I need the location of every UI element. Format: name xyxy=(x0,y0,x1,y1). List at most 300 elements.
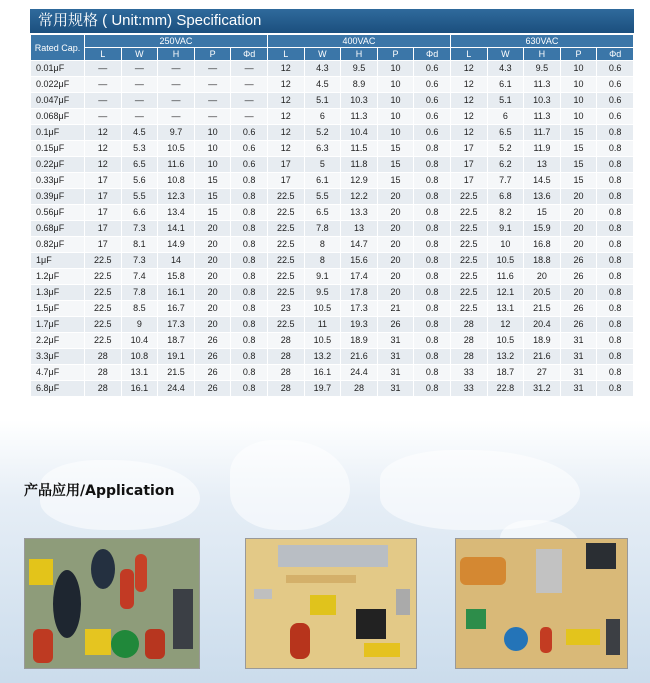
capacitance-cell: 0.047μF xyxy=(31,93,85,109)
dimension-cell: 13.2 xyxy=(487,349,524,365)
dimension-cell: 0.8 xyxy=(597,381,634,397)
dimension-cell: 12.2 xyxy=(341,189,378,205)
dimension-cell: 0.8 xyxy=(597,301,634,317)
dimension-cell: 12 xyxy=(267,93,304,109)
dimension-cell: 5.5 xyxy=(121,189,158,205)
dimension-cell: 7.3 xyxy=(121,221,158,237)
dimension-cell: 18.7 xyxy=(487,365,524,381)
capacitance-cell: 1.2μF xyxy=(31,269,85,285)
dimension-cell: 22.5 xyxy=(450,189,487,205)
dimension-cell: — xyxy=(121,77,158,93)
dimension-cell: 11.6 xyxy=(158,157,195,173)
table-row xyxy=(31,269,634,285)
dimension-cell: 0.6 xyxy=(414,109,451,125)
dimension-cell: 12.1 xyxy=(487,285,524,301)
dimension-cell: 0.6 xyxy=(414,61,451,77)
dimension-cell: 15 xyxy=(560,157,597,173)
dimension-cell: 14 xyxy=(158,253,195,269)
dimension-cell: 0.8 xyxy=(231,189,268,205)
group-header-250: 250VAC xyxy=(85,35,268,48)
dimension-cell: 4.3 xyxy=(487,61,524,77)
dimension-cell: 14.5 xyxy=(524,173,561,189)
dimension-cell: 20 xyxy=(377,237,414,253)
dimension-cell: 12 xyxy=(267,77,304,93)
dimension-cell: 22.5 xyxy=(85,333,122,349)
dimension-cell: 31 xyxy=(377,333,414,349)
dimension-cell: 0.8 xyxy=(414,349,451,365)
dimension-cell: 19.3 xyxy=(341,317,378,333)
dimension-cell: 8.1 xyxy=(121,237,158,253)
dimension-cell: — xyxy=(85,93,122,109)
dimension-cell: 10.5 xyxy=(158,141,195,157)
dimension-cell: 13.2 xyxy=(304,349,341,365)
dimension-cell: 6.5 xyxy=(304,205,341,221)
dimension-cell: 14.9 xyxy=(158,237,195,253)
capacitance-cell: 0.15μF xyxy=(31,141,85,157)
dimension-cell: 10.8 xyxy=(121,349,158,365)
dimension-cell: 11.9 xyxy=(524,141,561,157)
dimension-cell: 12 xyxy=(85,157,122,173)
dimension-cell: 15 xyxy=(377,173,414,189)
dimension-cell: 20 xyxy=(377,221,414,237)
dimension-cell: 9.5 xyxy=(304,285,341,301)
dimension-cell: 6 xyxy=(487,109,524,125)
dimension-cell: 24.4 xyxy=(341,365,378,381)
dimension-cell: — xyxy=(121,61,158,77)
dimension-cell: — xyxy=(231,93,268,109)
dimension-cell: 10 xyxy=(560,77,597,93)
dimension-cell: 21 xyxy=(377,301,414,317)
dimension-cell: — xyxy=(85,61,122,77)
spec-title: 常用规格 ( Unit:mm) Specification xyxy=(30,9,634,33)
dimension-cell: 33 xyxy=(450,381,487,397)
dimension-cell: 10 xyxy=(560,93,597,109)
dimension-cell: 22.5 xyxy=(267,237,304,253)
dimension-cell: 19.7 xyxy=(304,381,341,397)
dimension-cell: 22.8 xyxy=(487,381,524,397)
dimension-cell: 21.5 xyxy=(524,301,561,317)
subcol-header: L xyxy=(267,48,304,61)
dimension-cell: 20 xyxy=(194,285,231,301)
dimension-cell: 15 xyxy=(560,173,597,189)
dimension-cell: 26 xyxy=(194,333,231,349)
dimension-cell: 17 xyxy=(267,173,304,189)
dimension-cell: 6.5 xyxy=(121,157,158,173)
dimension-cell: 0.8 xyxy=(231,253,268,269)
dimension-cell: 11.3 xyxy=(524,77,561,93)
dimension-cell: 7.7 xyxy=(487,173,524,189)
dimension-cell: 0.8 xyxy=(231,381,268,397)
dimension-cell: 12 xyxy=(487,317,524,333)
application-photo-1 xyxy=(24,538,200,669)
dimension-cell: 22.5 xyxy=(450,237,487,253)
dimension-cell: 15.9 xyxy=(524,221,561,237)
dimension-cell: 0.6 xyxy=(414,77,451,93)
dimension-cell: 10 xyxy=(194,141,231,157)
dimension-cell: 9.5 xyxy=(341,61,378,77)
subcol-header: Φd xyxy=(414,48,451,61)
dimension-cell: 10.3 xyxy=(341,93,378,109)
dimension-cell: — xyxy=(231,77,268,93)
table-row xyxy=(31,285,634,301)
dimension-cell: 0.8 xyxy=(414,237,451,253)
dimension-cell: 28 xyxy=(450,349,487,365)
dimension-cell: 0.6 xyxy=(597,93,634,109)
dimension-cell: 27 xyxy=(524,365,561,381)
dimension-cell: 28 xyxy=(85,349,122,365)
capacitance-cell: 0.022μF xyxy=(31,77,85,93)
dimension-cell: 0.8 xyxy=(597,205,634,221)
dimension-cell: 0.6 xyxy=(231,141,268,157)
dimension-cell: 10.4 xyxy=(341,125,378,141)
dimension-cell: 0.6 xyxy=(597,77,634,93)
subcol-header: H xyxy=(341,48,378,61)
dimension-cell: 31 xyxy=(377,349,414,365)
dimension-cell: 17 xyxy=(85,189,122,205)
dimension-cell: 6.1 xyxy=(487,77,524,93)
capacitance-cell: 3.3μF xyxy=(31,349,85,365)
dimension-cell: 31 xyxy=(560,365,597,381)
dimension-cell: 9.5 xyxy=(524,61,561,77)
capacitance-cell: 0.82μF xyxy=(31,237,85,253)
dimension-cell: 20 xyxy=(194,237,231,253)
dimension-cell: 16.7 xyxy=(158,301,195,317)
capacitance-cell: 1.5μF xyxy=(31,301,85,317)
dimension-cell: 8 xyxy=(304,253,341,269)
dimension-cell: 28 xyxy=(450,317,487,333)
dimension-cell: 15 xyxy=(560,141,597,157)
dimension-cell: 10 xyxy=(194,125,231,141)
dimension-cell: 20 xyxy=(524,269,561,285)
dimension-cell: 13.4 xyxy=(158,205,195,221)
dimension-cell: 26 xyxy=(560,269,597,285)
dimension-cell: 12 xyxy=(450,125,487,141)
dimension-cell: 22.5 xyxy=(450,285,487,301)
subcol-header: P xyxy=(194,48,231,61)
dimension-cell: 13.1 xyxy=(487,301,524,317)
dimension-cell: 0.8 xyxy=(414,381,451,397)
dimension-cell: 17.4 xyxy=(341,269,378,285)
capacitance-cell: 0.56μF xyxy=(31,205,85,221)
dimension-cell: 0.6 xyxy=(414,125,451,141)
capacitance-cell: 0.1μF xyxy=(31,125,85,141)
dimension-cell: — xyxy=(121,93,158,109)
dimension-cell: — xyxy=(85,77,122,93)
table-row xyxy=(31,93,634,109)
dimension-cell: 26 xyxy=(194,365,231,381)
dimension-cell: 5.1 xyxy=(304,93,341,109)
dimension-cell: 6.1 xyxy=(304,173,341,189)
capacitance-cell: 1.7μF xyxy=(31,317,85,333)
dimension-cell: 17 xyxy=(85,221,122,237)
dimension-cell: 0.8 xyxy=(414,285,451,301)
dimension-cell: 11.8 xyxy=(341,157,378,173)
dimension-cell: — xyxy=(231,61,268,77)
dimension-cell: 26 xyxy=(377,317,414,333)
dimension-cell: 5.2 xyxy=(304,125,341,141)
dimension-cell: — xyxy=(158,77,195,93)
dimension-cell: 20 xyxy=(377,285,414,301)
dimension-cell: 8.5 xyxy=(121,301,158,317)
dimension-cell: 13 xyxy=(524,157,561,173)
dimension-cell: 31 xyxy=(377,381,414,397)
dimension-cell: 17 xyxy=(267,157,304,173)
dimension-cell: 10 xyxy=(560,109,597,125)
dimension-cell: 20 xyxy=(560,189,597,205)
dimension-cell: 16.1 xyxy=(158,285,195,301)
dimension-cell: 5 xyxy=(304,157,341,173)
dimension-cell: 10 xyxy=(487,237,524,253)
table-row xyxy=(31,173,634,189)
dimension-cell: — xyxy=(194,77,231,93)
capacitance-cell: 1μF xyxy=(31,253,85,269)
dimension-cell: 0.8 xyxy=(597,141,634,157)
dimension-cell: 12.3 xyxy=(158,189,195,205)
dimension-cell: 10.5 xyxy=(304,333,341,349)
dimension-cell: 8.2 xyxy=(487,205,524,221)
dimension-cell: 10.5 xyxy=(487,333,524,349)
dimension-cell: 0.6 xyxy=(597,109,634,125)
application-photo-2 xyxy=(245,538,417,669)
dimension-cell: 22.5 xyxy=(450,301,487,317)
dimension-cell: 17 xyxy=(85,173,122,189)
dimension-cell: 28 xyxy=(85,381,122,397)
dimension-cell: 11.6 xyxy=(487,269,524,285)
dimension-cell: 0.8 xyxy=(597,221,634,237)
dimension-cell: 20 xyxy=(560,237,597,253)
dimension-cell: 9.7 xyxy=(158,125,195,141)
subcol-header: W xyxy=(487,48,524,61)
dimension-cell: 0.8 xyxy=(597,189,634,205)
dimension-cell: 6.8 xyxy=(487,189,524,205)
dimension-cell: 12 xyxy=(85,125,122,141)
capacitance-cell: 0.068μF xyxy=(31,109,85,125)
dimension-cell: 15 xyxy=(377,141,414,157)
dimension-cell: 0.6 xyxy=(414,93,451,109)
table-row xyxy=(31,349,634,365)
table-row xyxy=(31,221,634,237)
dimension-cell: 15 xyxy=(194,189,231,205)
dimension-cell: 20 xyxy=(194,269,231,285)
dimension-cell: 7.8 xyxy=(304,221,341,237)
rated-cap-header: Rated Cap. xyxy=(31,35,85,61)
dimension-cell: 11.5 xyxy=(341,141,378,157)
dimension-cell: 23 xyxy=(267,301,304,317)
table-row xyxy=(31,333,634,349)
table-row xyxy=(31,237,634,253)
dimension-cell: 0.8 xyxy=(597,317,634,333)
dimension-cell: 20 xyxy=(194,253,231,269)
table-row xyxy=(31,109,634,125)
dimension-cell: 0.8 xyxy=(414,157,451,173)
dimension-cell: 17 xyxy=(450,141,487,157)
dimension-cell: 21.5 xyxy=(158,365,195,381)
dimension-cell: 15 xyxy=(524,205,561,221)
dimension-cell: 20 xyxy=(560,205,597,221)
capacitance-cell: 0.22μF xyxy=(31,157,85,173)
dimension-cell: 16.8 xyxy=(524,237,561,253)
dimension-cell: 6.2 xyxy=(487,157,524,173)
dimension-cell: 0.8 xyxy=(597,349,634,365)
dimension-cell: 10 xyxy=(377,109,414,125)
dimension-cell: 18.8 xyxy=(524,253,561,269)
dimension-cell: — xyxy=(85,109,122,125)
dimension-cell: 22.5 xyxy=(85,301,122,317)
dimension-cell: 22.5 xyxy=(450,221,487,237)
dimension-cell: 9.1 xyxy=(487,221,524,237)
dimension-cell: 10.3 xyxy=(524,93,561,109)
dimension-cell: 20.4 xyxy=(524,317,561,333)
dimension-cell: 22.5 xyxy=(85,317,122,333)
dimension-cell: 20 xyxy=(560,221,597,237)
dimension-cell: 0.8 xyxy=(597,333,634,349)
dimension-cell: 22.5 xyxy=(267,205,304,221)
dimension-cell: 5.3 xyxy=(121,141,158,157)
dimension-cell: 17.3 xyxy=(158,317,195,333)
dimension-cell: 6.6 xyxy=(121,205,158,221)
dimension-cell: 18.9 xyxy=(341,333,378,349)
table-row xyxy=(31,61,634,77)
dimension-cell: 0.8 xyxy=(597,269,634,285)
dimension-cell: 0.6 xyxy=(231,125,268,141)
dimension-cell: 31 xyxy=(560,333,597,349)
capacitance-cell: 2.2μF xyxy=(31,333,85,349)
dimension-cell: 17 xyxy=(85,205,122,221)
dimension-cell: 12 xyxy=(267,109,304,125)
dimension-cell: 7.3 xyxy=(121,253,158,269)
dimension-cell: 10 xyxy=(560,61,597,77)
dimension-cell: 15 xyxy=(377,157,414,173)
group-header-400: 400VAC xyxy=(267,35,450,48)
dimension-cell: 13 xyxy=(341,221,378,237)
subcol-header: Φd xyxy=(597,48,634,61)
dimension-cell: 0.8 xyxy=(231,349,268,365)
dimension-cell: 17.3 xyxy=(341,301,378,317)
dimension-cell: 4.5 xyxy=(304,77,341,93)
dimension-cell: 26 xyxy=(194,381,231,397)
dimension-cell: 15 xyxy=(194,205,231,221)
dimension-cell: 11 xyxy=(304,317,341,333)
subcol-header: W xyxy=(121,48,158,61)
dimension-cell: 0.8 xyxy=(597,237,634,253)
dimension-cell: 13.6 xyxy=(524,189,561,205)
dimension-cell: 10.4 xyxy=(121,333,158,349)
dimension-cell: 0.8 xyxy=(597,125,634,141)
dimension-cell: 19.1 xyxy=(158,349,195,365)
dimension-cell: 9 xyxy=(121,317,158,333)
dimension-cell: 10 xyxy=(377,77,414,93)
dimension-cell: 10 xyxy=(377,125,414,141)
subcol-header: Φd xyxy=(231,48,268,61)
dimension-cell: 0.8 xyxy=(414,333,451,349)
dimension-cell: 0.8 xyxy=(414,221,451,237)
dimension-cell: 16.1 xyxy=(121,381,158,397)
dimension-cell: — xyxy=(194,109,231,125)
dimension-cell: 15 xyxy=(194,173,231,189)
dimension-cell: 12 xyxy=(450,77,487,93)
dimension-cell: 0.8 xyxy=(231,205,268,221)
spec-table xyxy=(30,34,634,397)
dimension-cell: 0.8 xyxy=(414,301,451,317)
dimension-cell: 12 xyxy=(450,109,487,125)
dimension-cell: 12 xyxy=(450,93,487,109)
subcol-header: L xyxy=(450,48,487,61)
dimension-cell: 16.1 xyxy=(304,365,341,381)
dimension-cell: 6.5 xyxy=(487,125,524,141)
subcol-header: W xyxy=(304,48,341,61)
dimension-cell: 0.8 xyxy=(414,365,451,381)
table-row xyxy=(31,125,634,141)
dimension-cell: 12 xyxy=(267,141,304,157)
application-title: 产品应用/Application xyxy=(24,483,175,499)
dimension-cell: 0.8 xyxy=(414,317,451,333)
dimension-cell: 17.8 xyxy=(341,285,378,301)
dimension-cell: 31.2 xyxy=(524,381,561,397)
dimension-cell: 7.8 xyxy=(121,285,158,301)
dimension-cell: 13.3 xyxy=(341,205,378,221)
dimension-cell: 22.5 xyxy=(267,189,304,205)
subcol-header: L xyxy=(85,48,122,61)
dimension-cell: 8.9 xyxy=(341,77,378,93)
dimension-cell: 22.5 xyxy=(450,205,487,221)
dimension-cell: 0.8 xyxy=(414,189,451,205)
dimension-cell: 26 xyxy=(560,317,597,333)
dimension-cell: 24.4 xyxy=(158,381,195,397)
dimension-cell: 17 xyxy=(85,237,122,253)
dimension-cell: 12 xyxy=(267,61,304,77)
dimension-cell: 22.5 xyxy=(267,269,304,285)
dimension-cell: 0.6 xyxy=(231,157,268,173)
dimension-cell: 10 xyxy=(194,157,231,173)
dimension-cell: 18.9 xyxy=(524,333,561,349)
subcol-header: H xyxy=(524,48,561,61)
dimension-cell: 14.7 xyxy=(341,237,378,253)
dimension-cell: 0.8 xyxy=(231,221,268,237)
table-row xyxy=(31,205,634,221)
capacitance-cell: 4.7μF xyxy=(31,365,85,381)
capacitance-cell: 0.39μF xyxy=(31,189,85,205)
dimension-cell: — xyxy=(158,93,195,109)
capacitance-cell: 1.3μF xyxy=(31,285,85,301)
dimension-cell: — xyxy=(194,93,231,109)
dimension-cell: 12.9 xyxy=(341,173,378,189)
table-row xyxy=(31,301,634,317)
dimension-cell: 0.8 xyxy=(597,157,634,173)
dimension-cell: 22.5 xyxy=(267,221,304,237)
table-row xyxy=(31,189,634,205)
dimension-cell: 0.8 xyxy=(597,285,634,301)
dimension-cell: 10 xyxy=(377,61,414,77)
dimension-cell: 20 xyxy=(194,317,231,333)
dimension-cell: 21.6 xyxy=(524,349,561,365)
dimension-cell: 0.8 xyxy=(231,237,268,253)
dimension-cell: 5.2 xyxy=(487,141,524,157)
dimension-cell: 10.8 xyxy=(158,173,195,189)
dimension-cell: 10 xyxy=(377,93,414,109)
dimension-cell: 31 xyxy=(560,381,597,397)
dimension-cell: 0.8 xyxy=(231,317,268,333)
dimension-cell: 15.6 xyxy=(341,253,378,269)
dimension-cell: 20 xyxy=(194,221,231,237)
dimension-cell: 28 xyxy=(450,333,487,349)
dimension-cell: 17 xyxy=(450,157,487,173)
dimension-cell: 5.5 xyxy=(304,189,341,205)
dimension-cell: 12 xyxy=(85,141,122,157)
dimension-cell: 4.5 xyxy=(121,125,158,141)
dimension-cell: 20 xyxy=(377,189,414,205)
dimension-cell: 0.8 xyxy=(414,173,451,189)
dimension-cell: 22.5 xyxy=(85,253,122,269)
